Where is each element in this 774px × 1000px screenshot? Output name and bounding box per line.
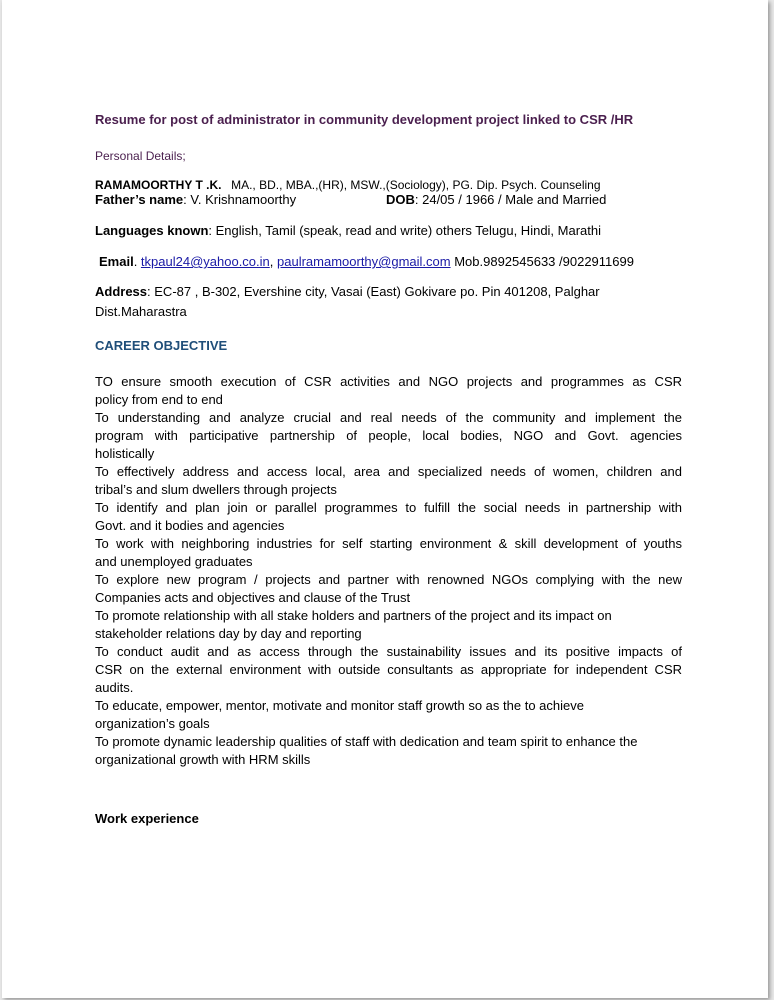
objective-line: tribal’s and slum dwellers through projects <box>95 482 337 497</box>
name-line <box>95 177 601 192</box>
objective-line: To effectively address and access local, area and specialized needs of women, children and <box>95 464 682 479</box>
languages-label: Languages known <box>95 223 209 238</box>
email-separator: . <box>133 254 141 269</box>
career-objective-list <box>95 373 682 769</box>
objective-line: and unemployed graduates <box>95 554 253 569</box>
document-page <box>2 0 768 998</box>
objective-line: CSR on the external environment with outside consultants as appropriate for independent CSR <box>95 662 682 677</box>
objective-line: To promote dynamic leadership qualities of staff with dedication and team spirit to enhance the <box>95 734 638 749</box>
address-line-2: Dist.Maharastra <box>95 304 187 319</box>
document-title: Resume for post of administrator in community development project linked to CSR /HR <box>95 112 634 127</box>
email-link-yahoo[interactable]: tkpaul24@yahoo.co.in <box>140 254 270 269</box>
email-label: Email <box>99 254 134 269</box>
languages-line <box>95 223 601 238</box>
email-comma: , <box>269 254 277 269</box>
objective-line: holistically <box>95 446 155 461</box>
languages-value: : English, Tamil (speak, read and write) others Telugu, Hindi, Marathi <box>208 223 602 238</box>
address-label: Address <box>95 284 148 299</box>
objective-line: TO ensure smooth execution of CSR activities and NGO projects and programmes as CSR <box>95 374 682 389</box>
father-name-line <box>95 192 296 207</box>
objective-line: Govt. and it bodies and agencies <box>95 518 285 533</box>
father-value: : V. Krishnamoorthy <box>183 192 297 207</box>
objective-line: To conduct audit and as access through the sustainability issues and its positive impacts of <box>95 644 682 659</box>
mobile-number: Mob.9892545633 /9022911699 <box>450 254 634 269</box>
address-value: : EC-87 , B-302, Evershine city, Vasai (East) Gokivare po. Pin 401208, Palghar <box>147 284 600 299</box>
qualifications: MA., BD., MBA.,(HR), MSW.,(Sociology), PG. Dip. Psych. Counseling <box>231 178 601 192</box>
objective-line: program with participative partnership of people, local bodies, NGO and Govt. agencies <box>95 428 682 443</box>
applicant-name: RAMAMOORTHY T .K. <box>95 178 222 192</box>
email-link-gmail[interactable]: paulramamoorthy@gmail.com <box>277 254 451 269</box>
dob-line <box>386 192 606 207</box>
objective-line: organizational growth with HRM skills <box>95 752 311 767</box>
personal-details-label: Personal Details; <box>95 149 186 163</box>
objective-line: Companies acts and objectives and clause of the Trust <box>95 590 411 605</box>
dob-label: DOB <box>386 192 415 207</box>
objective-line: To explore new program / projects and partner with renowned NGOs complying with the new <box>95 572 682 587</box>
objective-line: To promote relationship with all stake holders and partners of the project and its impact on <box>95 608 612 623</box>
objective-line: organization’s goals <box>95 716 210 731</box>
objective-line: audits. <box>95 680 134 695</box>
objective-line: To understanding and analyze crucial and real needs of the community and implement the <box>95 410 682 425</box>
objective-line: stakeholder relations day by day and reporting <box>95 626 362 641</box>
objective-line: To work with neighboring industries for self starting environment & skill development of youths <box>95 536 682 551</box>
work-experience-heading: Work experience <box>95 811 199 826</box>
objective-line: To identify and plan join or parallel programmes to fulfill the social needs in partnership with <box>95 500 682 515</box>
address-line-1 <box>95 284 600 299</box>
father-label: Father’s name <box>95 192 184 207</box>
dob-value: : 24/05 / 1966 / Male and Married <box>414 192 607 207</box>
career-objective-heading: CAREER OBJECTIVE <box>95 338 228 353</box>
email-line <box>99 254 634 269</box>
objective-line: To educate, empower, mentor, motivate and monitor staff growth so as the to achieve <box>95 698 584 713</box>
objective-line: policy from end to end <box>95 392 223 407</box>
